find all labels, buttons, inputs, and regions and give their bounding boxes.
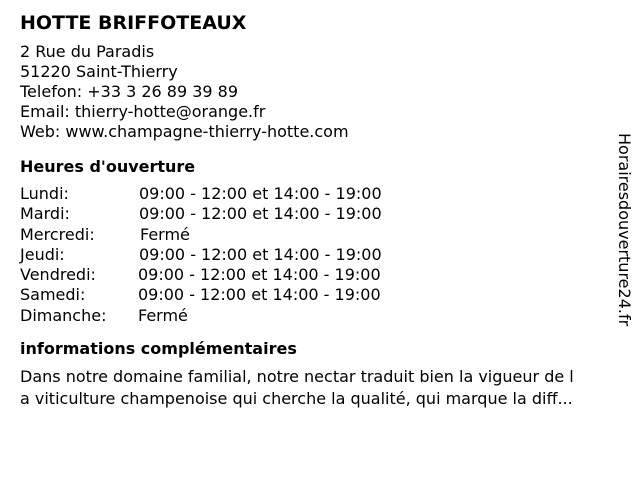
- watermark-vertical: [613, 133, 635, 345]
- time-value: 09:00 - 12:00 et 14:00 - 19:00: [138, 265, 381, 285]
- web-line: Web: www.champagne-thierry-hotte.com: [20, 122, 349, 141]
- info-heading: informations complémentaires: [20, 339, 297, 359]
- email-line: Email: thierry-hotte@orange.fr: [20, 102, 266, 121]
- time-value: 09:00 - 12:00 et 14:00 - 19:00: [139, 184, 382, 203]
- hours-row-friday: [20, 265, 620, 285]
- hours-heading: Heures d'ouverture: [20, 157, 196, 176]
- day-label: Vendredi:: [20, 265, 96, 285]
- hours-row-wednesday: [20, 225, 620, 245]
- hours-row-saturday: [20, 285, 620, 305]
- phone-line: Telefon: +33 3 26 89 39 89: [20, 82, 239, 101]
- time-value: 09:00 - 12:00 et 14:00 - 19:00: [139, 204, 382, 224]
- address-city: 51220 Saint-Thierry: [20, 62, 178, 81]
- day-label: Samedi:: [20, 285, 86, 305]
- time-value: Fermé: [140, 224, 190, 244]
- day-label: Mercredi:: [20, 224, 95, 244]
- hours-table: [20, 184, 620, 326]
- hours-row-monday: [20, 184, 620, 204]
- business-card: [20, 10, 620, 410]
- description: [20, 366, 620, 410]
- time-value: Fermé: [138, 305, 188, 325]
- hours-row-thursday: [20, 245, 620, 265]
- time-value: 09:00 - 12:00 et 14:00 - 19:00: [138, 285, 381, 305]
- address-street: 2 Rue du Paradis: [20, 42, 155, 61]
- description-line-1: Dans notre domaine familial, notre nectar traduit bien la vigueur de l: [20, 367, 574, 387]
- day-label: Mardi:: [20, 204, 70, 224]
- description-line-2: a viticulture champenoise qui cherche la qualité, qui marque la diff...: [20, 389, 573, 409]
- time-value: 09:00 - 12:00 et 14:00 - 19:00: [139, 244, 382, 264]
- company-name: HOTTE BRIFFOTEAUX: [20, 12, 247, 34]
- day-label: Dimanche:: [20, 305, 107, 325]
- day-label: Jeudi:: [20, 244, 65, 264]
- hours-row-sunday: [20, 306, 620, 326]
- watermark-text: Horairesdouverture24.fr: [615, 133, 634, 327]
- hours-row-tuesday: [20, 204, 620, 224]
- day-label: Lundi:: [20, 184, 69, 203]
